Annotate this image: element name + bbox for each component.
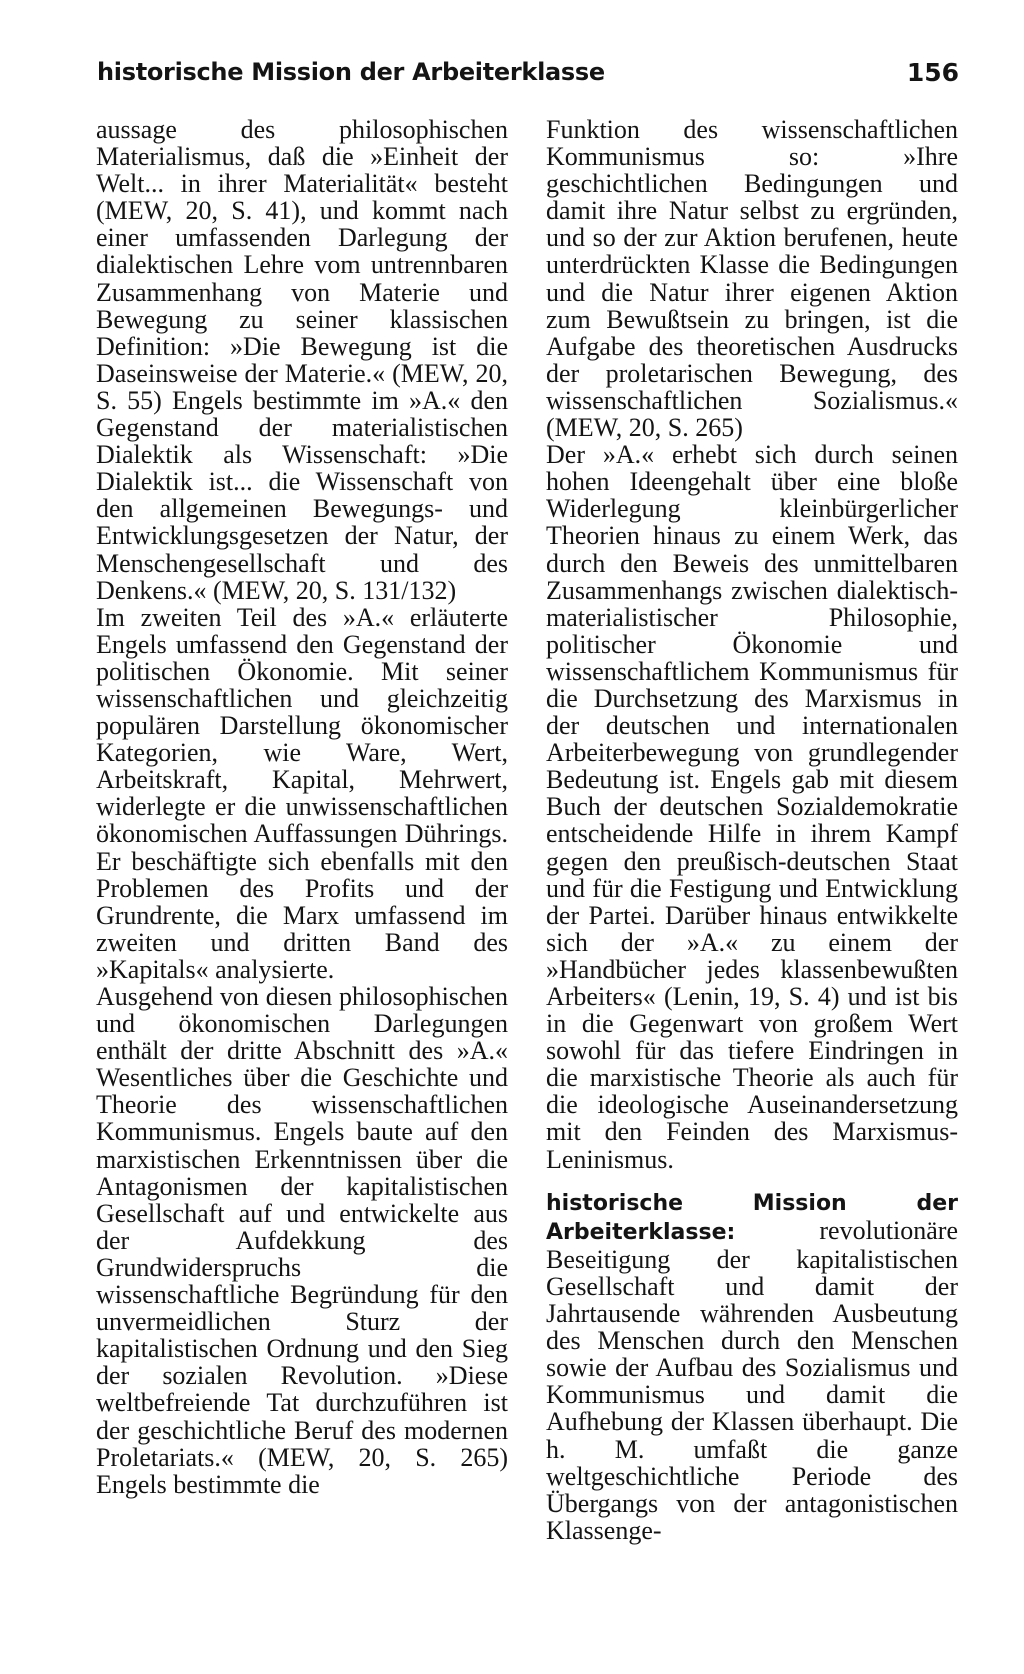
right-column	[546, 116, 958, 1544]
left-column	[96, 116, 508, 1498]
paragraph: Ausgehend von diesen philosophischen und ökonomischen Darlegungen enthält der dritte Abschnitt des »A.« Wesentliches über die Geschichte und Theorie des wissenschaftlichen Kommunismus. Engels baute auf den marxistischen Erkenntnissen über die Antagonismen der kapitalistischen Gesellschaft auf und entwickelte aus der Aufdekkung des Grundwiderspruchs die wissenschaftliche Begründung für den unvermeidlichen Sturz der kapitalistischen Ordnung und den Sieg der sozialen Revolution. »Diese weltbefreiende Tat durchzuführen ist der geschichtliche Beruf des modernen Proletariats.« (MEW, 20, S. 265) Engels bestimmte die	[96, 982, 508, 1499]
page-number: 156	[906, 58, 959, 87]
entry-definition: revolutionäre Beseitigung der kapitalistischen Gesellschaft und damit der Jahrtausende währenden Ausbeutung des Menschen durch den Menschen sowie der Aufbau des Sozialismus und Kommunismus und damit die Aufhebung der Klassen überhaupt. Die h. M. umfaßt die ganze weltgeschichtliche Periode des Übergangs von der antagonistischen Klassenge-	[546, 1215, 958, 1545]
running-head: historische Mission der Arbeiterklasse	[97, 58, 605, 86]
dictionary-entry	[546, 1188, 958, 1544]
paragraph: Der »A.« erhebt sich durch seinen hohen Ideengehalt über eine bloße Widerlegung kleinbürgerlicher Theorien hinaus zu einem Werk, das durch den Beweis des unmittelbaren Zusammenhangs zwischen dialektisch-materialistischer Philosophie, politischer Ökonomie und wissenschaftlichem Kommunismus für die Durchsetzung des Marxismus in der deutschen und internationalen Arbeiterbewegung von grundlegender Bedeutung ist. Engels gab mit diesem Buch der deutschen Sozialdemokratie entscheidende Hilfe in ihrem Kampf gegen den preußisch-deutschen Staat und für die Festigung und Entwicklung der Partei. Darüber hinaus entwikkelte sich der »A.« zu einem der »Handbücher jedes klassenbewußten Arbeiters« (Lenin, 19, S. 4) und ist bis in die Gegenwart von großem Wert sowohl für das tiefere Eindringen in die marxistische Theorie als auch für die ideologische Auseinandersetzung mit den Feinden des Marxismus-Leninismus.	[546, 440, 958, 1174]
paragraph: aussage des philosophischen Materialismus, daß die »Einheit der Welt... in ihrer Materialität« besteht (MEW, 20, S. 41), und kommt nach einer umfassenden Darlegung der dialektischen Lehre vom untrennbaren Zusammenhang von Materie und Bewegung zu seiner klassischen Definition: »Die Bewegung ist die Daseinsweise der Materie.« (MEW, 20, S. 55) Engels bestimmte im »A.« den Gegenstand der materialistischen Dialektik als Wissenschaft: »Die Dialektik ist... die Wissenschaft von den allgemeinen Bewegungs- und Entwicklungsgesetzen der Natur, der Menschengesellschaft und des Denkens.« (MEW, 20, S. 131/132)	[96, 115, 508, 605]
paragraph: Im zweiten Teil des »A.« erläuterte Engels umfassend den Gegenstand der politischen Ökonomie. Mit seiner wissenschaftlichen und gleichzeitig populären Darstellung ökonomischer Kategorien, wie Ware, Wert, Arbeitskraft, Kapital, Mehrwert, widerlegte er die unwissenschaftlichen ökonomischen Auffassungen Dührings. Er beschäftigte sich ebenfalls mit den Problemen des Profits und der Grundrente, die Marx umfassend im zweiten und dritten Band des »Kapitals« analysierte.	[96, 602, 508, 984]
page-header	[97, 58, 959, 98]
paragraph: Funktion des wissenschaftlichen Kommunismus so: »Ihre geschichtlichen Bedingungen und damit ihre Natur selbst zu ergründen, und so der zur Aktion berufenen, heute unterdrückten Klasse die Bedingungen und die Natur ihrer eigenen Aktion zum Bewußtsein zu bringen, ist die Aufgabe des theoretischen Ausdrucks der proletarischen Bewegung, des wissenschaftlichen Sozialismus.« (MEW, 20, S. 265)	[546, 115, 958, 443]
entry-lemma: historische Mission der Arbeiterklasse:	[546, 1190, 958, 1245]
